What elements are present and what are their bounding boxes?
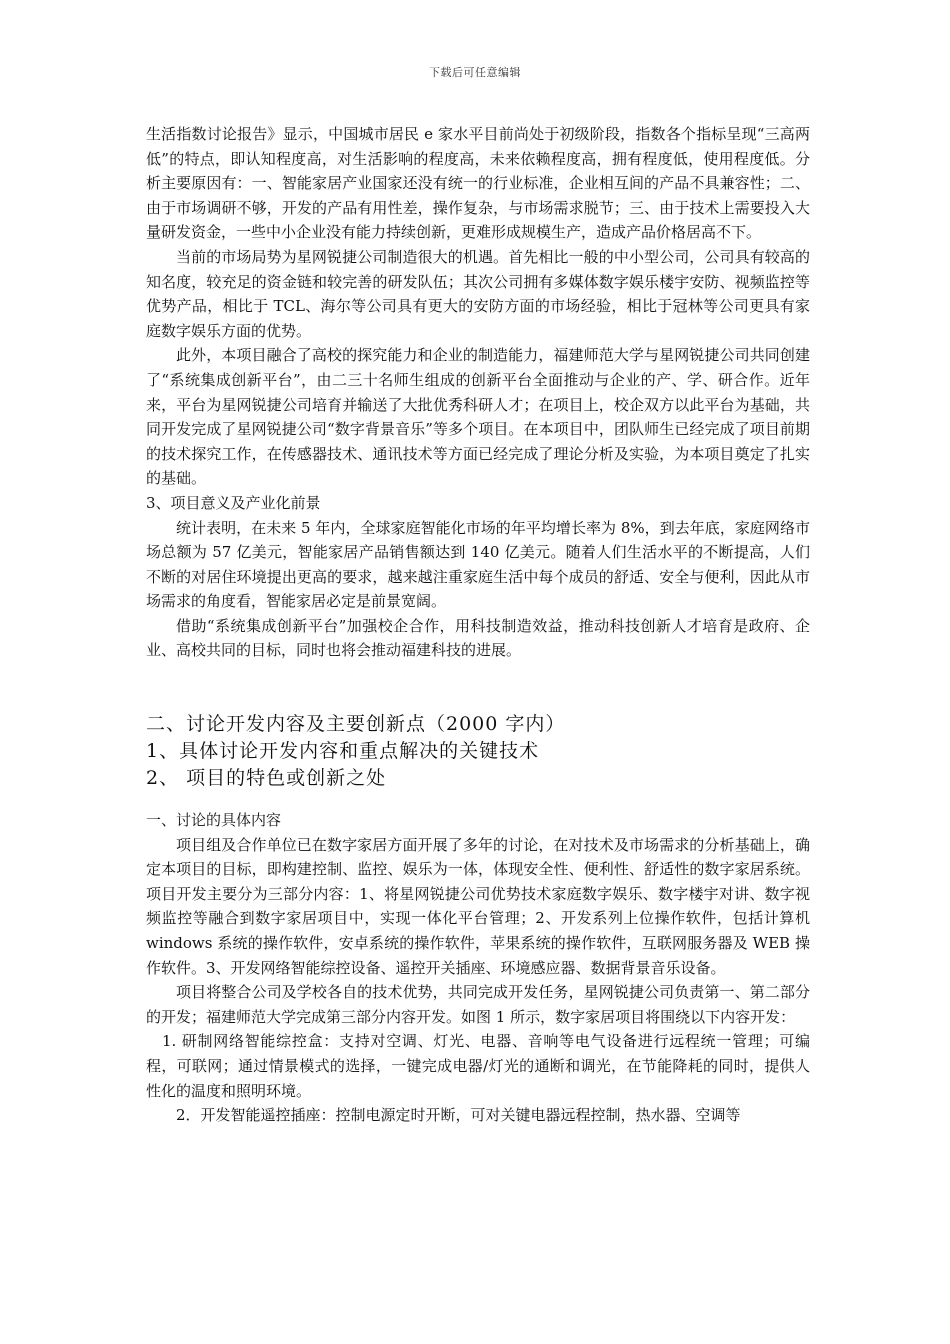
paragraph: 当前的市场局势为星网锐捷公司制造很大的机遇。首先相比一般的中小型公司，公司具有较高的知名度，较充足的资金链和较完善的研发队伍；其次公司拥有多媒体数字娱乐楼宇安防、视频监控等优势产品，相比于 TCL、海尔等公司具有更大的安防方面的市场经验，相比于冠林等公司更具有家庭数字娱乐方面的优势。 [146,247,810,340]
document-body [146,122,810,1128]
page-header: 下载后可任意编辑 [429,66,521,79]
paragraph: 生活指数讨论报告》显示，中国城市居民 e 家水平目前尚处于初级阶段，指数各个指标呈现“三高两低”的特点，即认知程度高，对生活影响的程度高，未来依赖程度高，拥有程度低，使用程度低。分析主要原因有：一、智能家居产业国家还没有统一的行业标准，企业相互间的产品不具兼容性；二、由于市场调研不够，开发的产品有用性差，操作复杂，与市场需求脱节；三、由于技术上需要投入大量研发资金，一些中小企业没有能力持续创新，更难形成规模生产，造成产品价格居高不下。 [146,125,810,242]
paragraph: 项目将整合公司及学校各自的技术优势，共同完成开发任务，星网锐捷公司负责第一、第二部分的开发；福建师范大学完成第三部分内容开发。如图 1 所示，数字家居项目将围绕以下内容开发： [146,983,810,1026]
spacer [146,792,810,808]
section-heading: 3、项目意义及产业化前景 [146,493,321,512]
chapter-subheading: 2、 项目的特色或创新之处 [146,767,387,790]
paragraph: 统计表明，在未来 5 年内，全球家庭智能化市场的年平均增长率为 8%，到去年底，家庭网络市场总额为 57 亿美元，智能家居产品销售额达到 140 亿美元。随着人们生活水平的不断提高，人们不断的对居住环境提出更高的要求，越来越注重家庭生活中每个成员的舒适、安全与便利，因此从市场需求的角度看，智能家居必定是前景宽阔。 [146,518,810,611]
section-heading: 一、讨论的具体内容 [146,811,282,830]
paragraph: 项目组及合作单位已在数字家居方面开展了多年的讨论，在对技术及市场需求的分析基础上，确定本项目的目标，即构建控制、监控、娱乐为一体，体现安全性、便利性、舒适性的数字家居系统。项目开发主要分为三部分内容：1、将星网锐捷公司优势技术家庭数字娱乐、数字楼宇对讲、数字视频监控等融合到数字家居项目中，实现一体化平台管理；2、开发系列上位操作软件，包括计算机 windows 系统的操作软件，安卓系统的操作软件，苹果系统的操作软件，互联网服务器及 WEB 操作软件。3、开发网络智能综控设备、遥控开关插座、环境感应器、数据背景音乐设备。 [146,835,810,977]
list-item: 1. 研制网络智能综控盒：支持对空调、灯光、电器、音响等电气设备进行远程统一管理；可编程，可联网；通过情景模式的选择，一键完成电器/灯光的通断和调光，在节能降耗的同时，提供人性化的温度和照明环境。 [146,1032,810,1100]
spacer [146,663,810,711]
paragraph: 此外，本项目融合了高校的探究能力和企业的制造能力，福建师范大学与星网锐捷公司共同创建了“系统集成创新平台”，由二三十名师生组成的创新平台全面推动与企业的产、学、研合作。近年来，平台为星网锐捷公司培育并输送了大批优秀科研人才；在项目上，校企双方以此平台为基础，共同开发完成了星网锐捷公司“数字背景音乐”等多个项目。在本项目中，团队师生已经完成了项目前期的技术探究工作，在传感器技术、通讯技术等方面已经完成了理论分析及实验，为本项目奠定了扎实的基础。 [146,346,810,488]
chapter-heading: 二、讨论开发内容及主要创新点（2000 字内） [146,713,566,736]
chapter-subheading: 1、具体讨论开发内容和重点解决的关键技术 [146,740,540,763]
paragraph: 借助“系统集成创新平台”加强校企合作，用科技制造效益，推动科技创新人才培育是政府、企业、高校共同的目标，同时也将会推动福建科技的进展。 [146,616,810,660]
list-item: 2．开发智能遥控插座：控制电源定时开断，可对关键电器远程控制，热水器、空调等 [176,1106,741,1125]
